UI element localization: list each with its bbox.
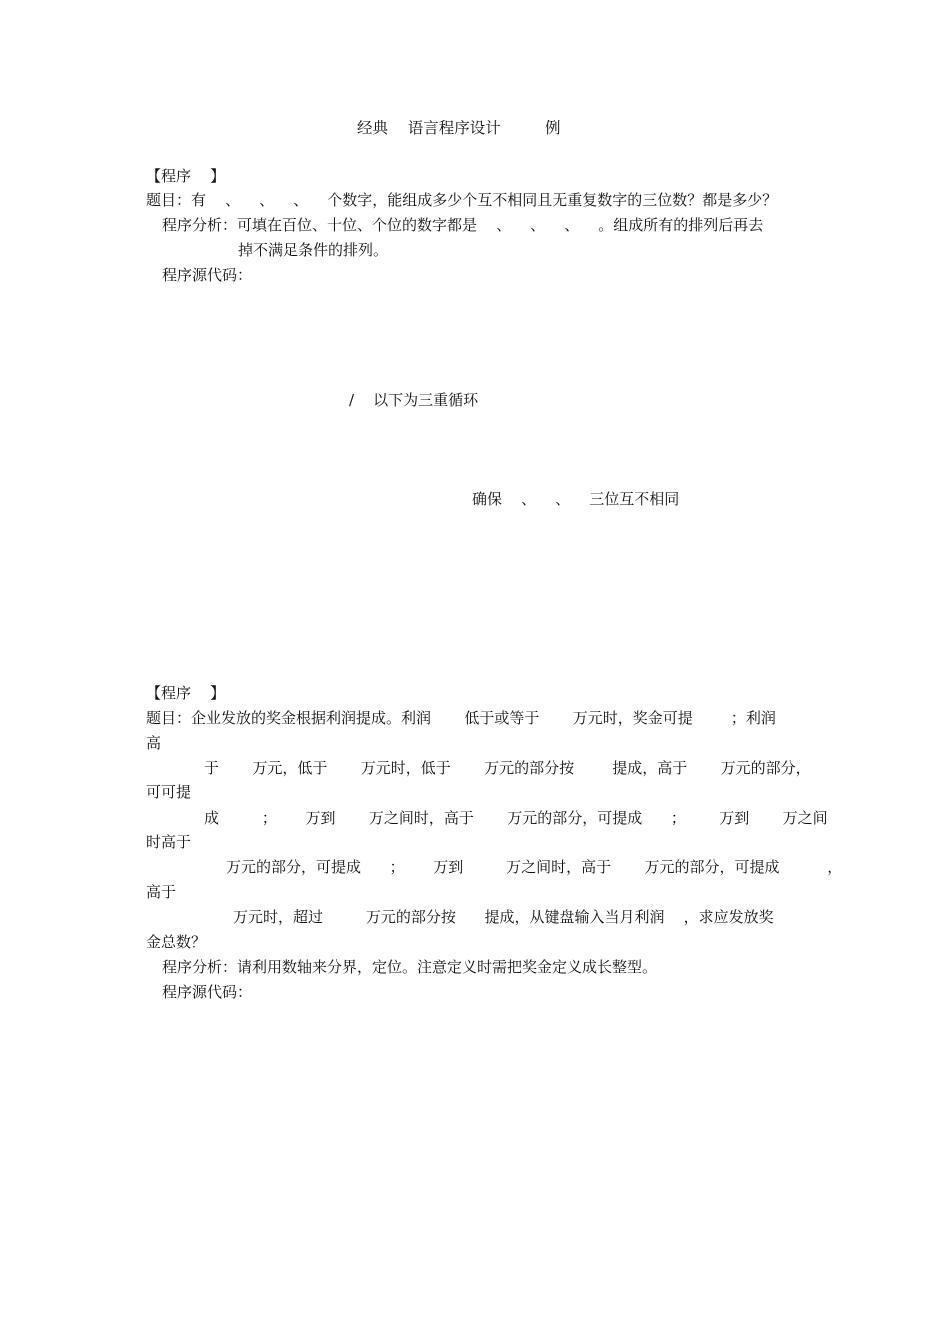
program2-line1: 题目：企业发放的奖金根据利润提成。利润 低于或等于 万元时，奖金可提 ；利润 (146, 709, 776, 727)
program2-line6: 时高于 (146, 833, 192, 851)
program1-analysis-line1: 程序分析：可填在百位、十位、个位的数字都是 、 、 、 。组成所有的排列后再去 (162, 216, 764, 234)
program2-heading: 【程序 】 (146, 684, 226, 702)
program1-analysis-line2: 掉不满足条件的排列。 (238, 241, 389, 259)
program2-line10: 金总数？ (146, 933, 207, 951)
program2-line8: 高于 (146, 883, 177, 901)
program1-comment-loop: / 以下为三重循环 (349, 391, 479, 409)
program2-analysis: 程序分析：请利用数轴来分界，定位。注意定义时需把奖金定义成长整型。 (162, 958, 658, 976)
program2-line9: 万元时，超过 万元的部分按 提成，从键盘输入当月利润 ，求应发放奖 (233, 908, 774, 926)
program2-line5: 成 ； 万到 万之间时，高于 万元的部分，可提成 ； 万到 万之间 (204, 809, 828, 827)
program1-source-label: 程序源代码： (162, 266, 253, 284)
program2-line4: 可可提 (146, 783, 192, 801)
program2-line2: 高 (146, 734, 162, 752)
program1-heading: 【程序 】 (146, 167, 226, 185)
program2-source-label: 程序源代码： (162, 983, 253, 1001)
document-title: 经典 语言程序设计 例 (357, 119, 561, 137)
program2-line7: 万元的部分，可提成 ； 万到 万之间时，高于 万元的部分，可提成 ， (226, 858, 843, 876)
program2-line3: 于 万元，低于 万元时，低于 万元的部分按 提成，高于 万元的部分， (204, 759, 811, 777)
program1-problem: 题目：有 、 、 、 个数字，能组成多少个互不相同且无重复数字的三位数？都是多少？ (146, 191, 778, 209)
program1-comment-unique: 确保 、 、 三位互不相同 (472, 490, 680, 508)
